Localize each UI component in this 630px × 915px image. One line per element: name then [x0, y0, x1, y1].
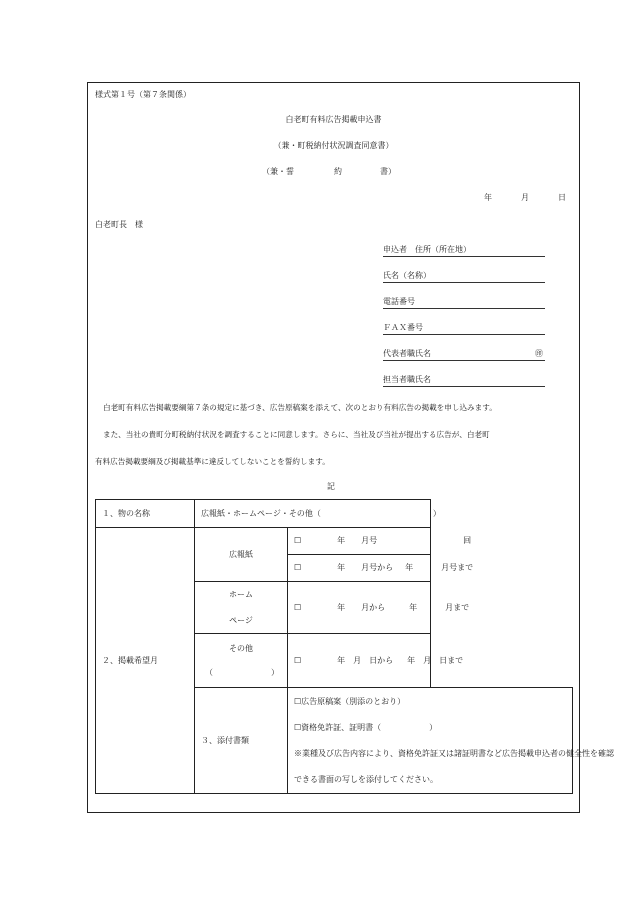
homepage-line[interactable] — [288, 582, 470, 634]
form-number: 様式第１号（第７条関係） — [95, 90, 191, 99]
checkbox-icon[interactable]: ☐ — [294, 602, 302, 612]
application-table — [95, 499, 614, 794]
checkbox-icon[interactable]: ☐ — [294, 655, 302, 665]
row-period-label: ２、掲載希望月 — [96, 528, 195, 794]
body-paragraph-2: また、当社の貴町分町税納付状況を調査することに同意します。さらに、当社及び当社が提出する広告が、白老町 — [103, 430, 490, 439]
koho-2-year-to: 年 — [405, 563, 414, 572]
form-subtitle-pledge-3: 書） — [380, 167, 396, 176]
homepage-label-1: ホーム — [229, 589, 253, 599]
hp-year-to: 年 — [409, 602, 418, 612]
koho-line-1[interactable] — [288, 528, 472, 555]
addressee: 白老町長 様 — [95, 220, 143, 229]
date-day: 日 — [558, 193, 566, 202]
ki-heading: 記 — [327, 482, 335, 491]
koho-2-year: 年 — [337, 563, 346, 572]
koho-1-year: 年 — [337, 536, 346, 545]
applicant-phone-label: 電話番号 — [383, 297, 415, 306]
koho-1-month: 月号 — [361, 536, 378, 545]
hp-year: 年 — [337, 602, 346, 612]
other-paren-open: （ — [205, 667, 213, 677]
applicant-name-label: 氏名（名称） — [383, 271, 431, 280]
attachments-cell — [288, 688, 614, 794]
other-year: 年 — [337, 655, 346, 665]
body-paragraph-3: 有料広告掲載要綱及び掲載基準に違反してしないことを誓約します。 — [95, 457, 330, 466]
attachment-draft[interactable]: ☐広告原稿案（別添のとおり） — [294, 696, 406, 706]
other-paren-close: ） — [271, 667, 279, 677]
other-day-from: 日から — [369, 655, 394, 665]
koho-line-2[interactable] — [288, 555, 474, 582]
homepage-label — [195, 582, 288, 634]
applicant-fax-label: ＦＡＸ番号 — [383, 323, 423, 332]
form-subtitle-pledge-1: （兼・誓 — [262, 167, 294, 176]
other-day-to: 日まで — [439, 655, 464, 665]
form-subtitle-pledge-2: 約 — [334, 167, 342, 176]
hp-month-to: 月まで — [445, 602, 470, 612]
row-item-name-value[interactable]: 広報紙・ホームページ・その他（ ） — [195, 500, 431, 528]
attachment-note-2: できる書面の写しを添付してください。 — [294, 774, 438, 784]
form-title: 白老町有料広告掲載申込書 — [285, 115, 382, 124]
hp-month-from: 月から — [361, 602, 386, 612]
checkbox-icon[interactable]: ☐ — [294, 563, 302, 572]
homepage-label-2: ページ — [229, 615, 253, 625]
row-attachments-label: ３、添付書類 — [195, 688, 288, 794]
other-label-1: その他 — [229, 643, 253, 653]
seal-mark: ㊞ — [535, 349, 543, 358]
koho-label: 広報紙 — [195, 528, 288, 582]
other-label — [195, 634, 288, 688]
koho-1-times: 回 — [463, 536, 472, 545]
date-year: 年 — [484, 193, 492, 202]
checkbox-icon[interactable]: ☐ — [294, 536, 302, 545]
koho-2-month-to: 月号まで — [441, 563, 474, 572]
other-month-to: 月 — [423, 655, 432, 665]
form-subtitle-consent: （兼・町税納付状況調査同意書） — [273, 141, 394, 150]
attachment-note-1: ※業種及び広告内容により、資格免許証又は諸証明書など広告掲載申込者の健全性を確認 — [294, 748, 614, 758]
applicant-address-label: 申込者 住所（所在地） — [383, 245, 471, 254]
attachment-license[interactable]: ☐資格免許証、証明書（ ） — [294, 722, 438, 732]
other-month: 月 — [353, 655, 362, 665]
koho-2-month-from: 月号から — [361, 563, 394, 572]
other-year-to: 年 — [407, 655, 416, 665]
other-line[interactable] — [288, 634, 464, 688]
applicant-contact-label: 担当者職氏名 — [383, 375, 431, 384]
applicant-representative-label: 代表者職氏名 — [383, 349, 431, 358]
body-paragraph-1: 白老町有料広告掲載要綱第７条の規定に基づき、広告原稿案を添えて、次のとおり有料広告の掲載を申し込みます。 — [103, 403, 497, 412]
row-item-name-label: １、物の名称 — [96, 500, 195, 528]
date-month: 月 — [521, 193, 529, 202]
